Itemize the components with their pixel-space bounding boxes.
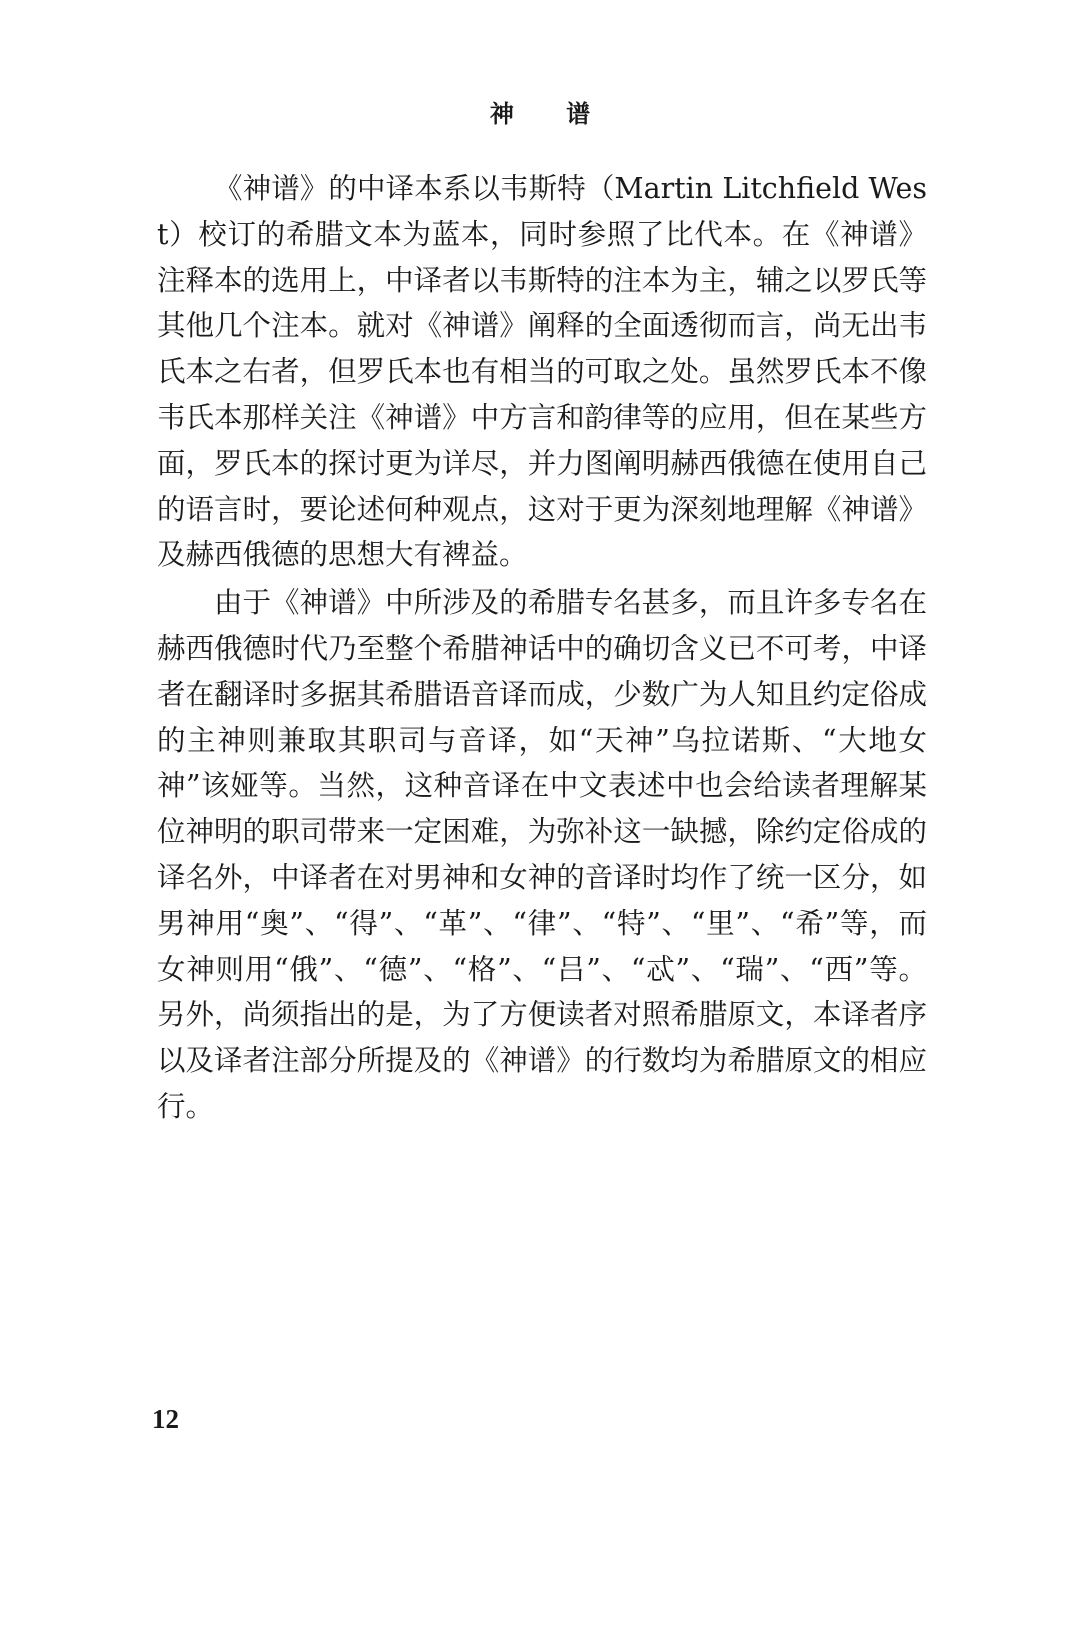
paragraph-1: 《神谱》的中译本系以韦斯特（Martin Litchfield West）校订的希腊文本为蓝本，同时参照了比代本。在《神谱》注释本的选用上，中译者以韦斯特的注本为主，辅之以罗氏等其他几个注本。就对《神谱》阐释的全面透彻而言，尚无出韦氏本之右者，但罗氏本也有相当的可取之处。虽然罗氏本不像韦氏本那样关注《神谱》中方言和韵律等的应用，但在某些方面，罗氏本的探讨更为详尽，并力图阐明赫西俄德在使用自己的语言时，要论述何种观点，这对于更为深刻地理解《神谱》及赫西俄德的思想大有裨益。: [157, 172, 927, 572]
body-text: [157, 166, 927, 1130]
running-header: 神 谱: [489, 100, 613, 128]
paragraph-2: 由于《神谱》中所涉及的希腊专名甚多，而且许多专名在赫西俄德时代乃至整个希腊神话中的确切含义已不可考，中译者在翻译时多据其希腊语音译而成，少数广为人知且约定俗成的主神则兼取其职司与音译，如“天神”乌拉诺斯、“大地女神”该娅等。当然，这种音译在中文表述中也会给读者理解某位神明的职司带来一定困难，为弥补这一缺撼，除约定俗成的译名外，中译者在对男神和女神的音译时均作了统一区分，如男神用“奥”、“得”、“革”、“律”、“特”、“里”、“希”等，而女神则用“俄”、“德”、“格”、“吕”、“忒”、“瑞”、“西”等。另外，尚须指出的是，为了方便读者对照希腊原文，本译者序以及译者注部分所提及的《神谱》的行数均为希腊原文的相应行。: [157, 586, 927, 1123]
page-number: 12: [152, 1404, 179, 1434]
